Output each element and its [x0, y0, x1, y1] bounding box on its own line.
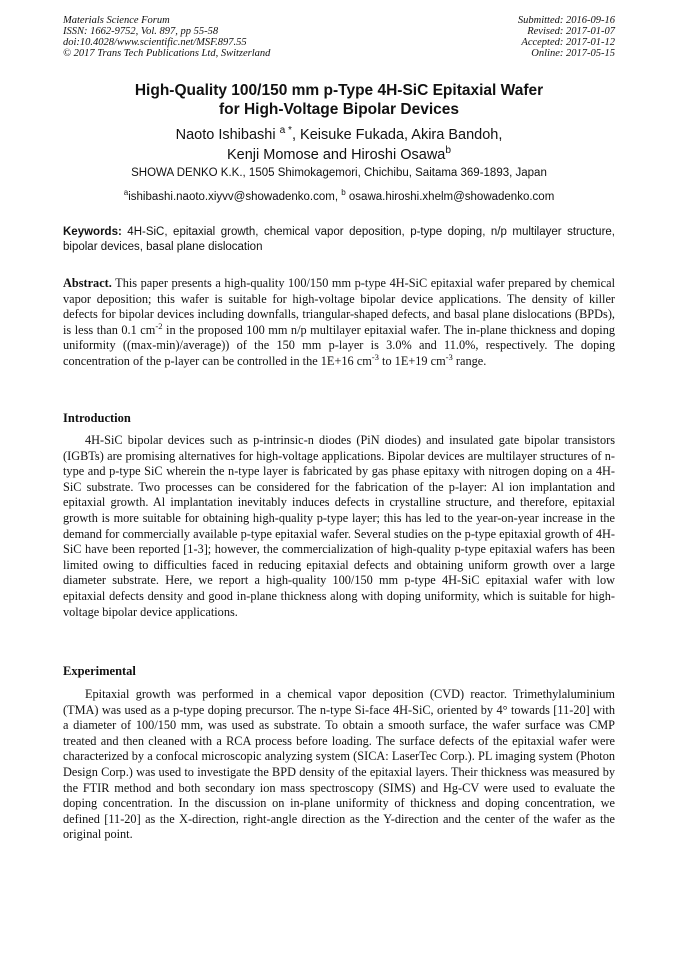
title-line: High-Quality 100/150 mm p-Type 4H-SiC Epitaxial Wafer: [134, 82, 544, 99]
revised-date: Revised: 2017-01-07: [527, 26, 615, 37]
doi-line: doi:10.4028/www.scientific.net/MSF.897.55: [63, 37, 247, 48]
journal-info: [63, 15, 270, 59]
copyright-line: © 2017 Trans Tech Publications Ltd, Switzerland: [63, 48, 271, 59]
introduction-heading: Introduction: [63, 411, 131, 425]
author-names: Kenji Momose and Hiroshi Osawa: [226, 147, 446, 163]
author-name: Naoto Ishibashi: [175, 127, 276, 143]
author-names: , Keisuke Fukada, Akira Bandoh,: [291, 127, 503, 143]
abstract: [63, 276, 615, 370]
publication-dates: [518, 15, 615, 59]
abstract-text: in the proposed 100 mm n/p multilayer epitaxial wafer. The in-plane thickness and doping uniformity ((max-min)/average)) of the 150 mm p-layer is 3.0% and 11.0%, respectively. The doping concentration of the p-layer can be controlled in the 1E+16 cm: [63, 322, 615, 368]
abstract-sup: -3: [371, 351, 379, 362]
experimental-heading: Experimental: [63, 664, 136, 678]
keywords-text: 4H-SiC, epitaxial growth, chemical vapor deposition, p-type doping, n/p multilayer structure, bipolar devices, basal plane dislocation: [63, 226, 615, 253]
abstract-sup: -2: [155, 320, 163, 331]
author-line: [63, 145, 615, 165]
author-list: [63, 125, 615, 165]
abstract-sup: -3: [445, 351, 453, 362]
keywords: [63, 225, 615, 255]
author-emails: [63, 188, 615, 203]
abstract-label: Abstract.: [63, 276, 112, 290]
email-b: osawa.hiroshi.xhelm@showadenko.com: [345, 191, 555, 203]
email-a: ishibashi.naoto.xiyvv@showadenko.com,: [128, 191, 342, 203]
abstract-text: range.: [452, 353, 487, 368]
issn-line: ISSN: 1662-9752, Vol. 897, pp 55-58: [63, 26, 219, 37]
abstract-text: This paper presents a high-quality 100/150 mm p-type 4H-SiC epitaxial wafer prepared by chemical vapor deposition; this wafer is suitable for high-voltage bipolar device applications. The density of killer defects for bipolar devices including downfalls, triangular-shaped defects, and basal plane dislocations (BPDs), is less than 0.1 cm: [63, 276, 615, 337]
author-line: [63, 125, 615, 145]
keywords-label: Keywords:: [63, 226, 122, 238]
submitted-date: Submitted: 2016-09-16: [517, 15, 615, 26]
experimental-text: Epitaxial growth was performed in a chemical vapor deposition (CVD) reactor. Trimethylaluminium (TMA) was used as a p-type doping precursor. The n-type Si-face 4H-SiC, oriented by 4° towards [11-20] with a diameter of 100/150 mm, was used as substrate. To obtain a smooth surface, the wafer surface was CMP treated and then cleaned with a RCA process before loading. The surface defects of the epitaxial wafer were characterized by a confocal microscopic analyzing system (SICA: LaserTec Corp.). PL imaging system (Photon Design Corp.) was used to investigate the BPD density of the epitaxial layers. Their thickness was measured by the FTIR method and both secondary ion mass spectroscopy (SIMS) and Hg-CV were used to evaluate the doping concentration. In the discussion on in-plane uniformity of thickness and doping concentration, we defined [11-20] as the X-direction, right-angle direction as the Y-direction and the center of the wafer as the original point.: [63, 687, 615, 842]
abstract-text: to 1E+19 cm: [378, 353, 446, 368]
online-date: Online: 2017-05-15: [531, 48, 615, 59]
author-sup: a *: [279, 125, 292, 137]
journal-name: Materials Science Forum: [63, 15, 170, 26]
title-line: for High-Voltage Bipolar Devices: [218, 101, 459, 118]
author-sup: b: [445, 145, 452, 157]
accepted-date: Accepted: 2017-01-12: [521, 37, 615, 48]
introduction-text: 4H-SiC bipolar devices such as p-intrinsic-n diodes (PiN diodes) and insulated gate bipolar transistors (IGBTs) are promising alternatives for high-voltage applications. Bipolar devices are multilayer structures of n-type and p-type SiC wherein the n-type layer is fabricated by gas phase epitaxy with nitrogen doping on a 4H-SiC substrate. Two processes can be considered for the fabrication of the p-layer: Al ion implantation and epitaxial growth. Al implantation inevitably induces defects in crystalline structure, and therefore, epitaxial growth is more suitable for obtaining high-quality p-type layer; this has led to the year-on-year increase in the demand for commercially available p-type epitaxial wafer. Several studies on the p-type epitaxial growth of 4H-SiC have been reported [1-3]; however, the commercialization of high-quality p-type epitaxial wafers has been limited owing to difficulties faced in reducing epitaxial defects and obtaining uniform growth over a large diameter substrate. Here, we report a high-quality 100/150 mm p-type 4H-SiC epitaxial wafer with low epitaxial defects density and good in-plane thickness along with doping uniformity, which is suitable for high-voltage bipolar device applications.: [63, 433, 615, 619]
paper-title: [63, 81, 615, 119]
affiliation: SHOWA DENKO K.K., 1505 Shimokagemori, Chichibu, Saitama 369-1893, Japan: [131, 167, 547, 179]
email-sup: a: [123, 188, 129, 198]
email-sup: b: [341, 188, 346, 198]
